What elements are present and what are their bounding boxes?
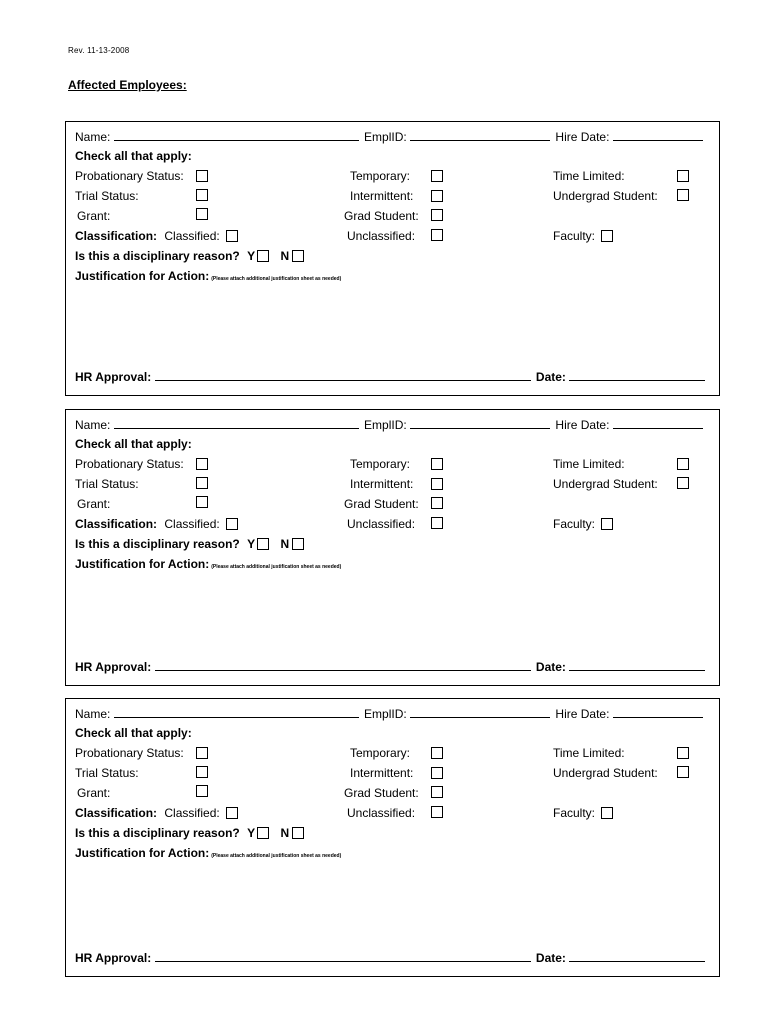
trial-label: Trial Status: bbox=[75, 477, 139, 491]
emplid-label: EmplID: bbox=[364, 130, 407, 144]
intermittent-checkbox[interactable] bbox=[431, 767, 443, 779]
no-label: N bbox=[280, 537, 290, 551]
hire-date-field[interactable] bbox=[613, 417, 703, 429]
hire-date-label: Hire Date: bbox=[555, 418, 610, 432]
unclassified-checkbox[interactable] bbox=[431, 517, 443, 529]
check-all-label: Check all that apply: bbox=[75, 149, 192, 163]
intermittent-label: Intermittent: bbox=[350, 766, 414, 780]
probationary-checkbox[interactable] bbox=[196, 458, 208, 470]
probationary-label: Probationary Status: bbox=[75, 746, 184, 760]
faculty-label: Faculty: bbox=[553, 806, 596, 820]
emplid-field[interactable] bbox=[410, 706, 550, 718]
undergrad-student-label: Undergrad Student: bbox=[553, 477, 658, 491]
classified-label: Classified: bbox=[164, 517, 220, 531]
undergrad-student-label: Undergrad Student: bbox=[553, 189, 658, 203]
classified-label: Classified: bbox=[164, 806, 220, 820]
emplid-field[interactable] bbox=[410, 129, 550, 141]
name-field[interactable] bbox=[114, 706, 359, 718]
classified-checkbox[interactable] bbox=[226, 807, 238, 819]
employee-card bbox=[65, 121, 720, 396]
probationary-label: Probationary Status: bbox=[75, 169, 184, 183]
hr-date-label: Date: bbox=[535, 660, 566, 674]
classification-row bbox=[75, 229, 238, 243]
hire-date-field[interactable] bbox=[613, 706, 703, 718]
hr-approval-field[interactable] bbox=[155, 659, 531, 671]
employee-card bbox=[65, 698, 720, 977]
grant-checkbox[interactable] bbox=[196, 496, 208, 508]
trial-checkbox[interactable] bbox=[196, 477, 208, 489]
name-label: Name: bbox=[75, 130, 111, 144]
disciplinary-row bbox=[75, 826, 304, 840]
no-label: N bbox=[280, 249, 290, 263]
hr-approval-field[interactable] bbox=[155, 950, 531, 962]
unclassified-checkbox[interactable] bbox=[431, 229, 443, 241]
justification-note: (Please attach additional justification sheet as needed) bbox=[211, 564, 342, 570]
grad-student-checkbox[interactable] bbox=[431, 497, 443, 509]
trial-checkbox[interactable] bbox=[196, 766, 208, 778]
unclassified-checkbox[interactable] bbox=[431, 806, 443, 818]
yes-label: Y bbox=[247, 826, 256, 840]
disciplinary-label: Is this a disciplinary reason? bbox=[75, 826, 240, 840]
grant-checkbox[interactable] bbox=[196, 785, 208, 797]
probationary-checkbox[interactable] bbox=[196, 170, 208, 182]
disciplinary-row bbox=[75, 537, 304, 551]
temporary-label: Temporary: bbox=[350, 457, 411, 471]
time-limited-label: Time Limited: bbox=[553, 746, 625, 760]
faculty-checkbox[interactable] bbox=[601, 518, 613, 530]
grant-label: Grant: bbox=[77, 209, 111, 223]
hr-date-label: Date: bbox=[535, 951, 566, 965]
trial-checkbox[interactable] bbox=[196, 189, 208, 201]
hr-date-label: Date: bbox=[535, 370, 566, 384]
grad-student-label: Grad Student: bbox=[344, 209, 419, 223]
hire-date-label: Hire Date: bbox=[555, 707, 610, 721]
intermittent-label: Intermittent: bbox=[350, 477, 414, 491]
undergrad-student-checkbox[interactable] bbox=[677, 477, 689, 489]
no-label: N bbox=[280, 826, 290, 840]
justification-row bbox=[75, 846, 341, 863]
grad-student-label: Grad Student: bbox=[344, 786, 419, 800]
unclassified-label: Unclassified: bbox=[347, 806, 416, 820]
classification-row bbox=[75, 517, 238, 531]
check-all-label: Check all that apply: bbox=[75, 726, 192, 740]
hr-approval-row bbox=[75, 659, 705, 674]
justification-note: (Please attach additional justification sheet as needed) bbox=[211, 276, 342, 282]
grant-label: Grant: bbox=[77, 786, 111, 800]
time-limited-label: Time Limited: bbox=[553, 169, 625, 183]
hr-approval-label: HR Approval: bbox=[75, 951, 152, 965]
time-limited-checkbox[interactable] bbox=[677, 170, 689, 182]
probationary-checkbox[interactable] bbox=[196, 747, 208, 759]
no-checkbox[interactable] bbox=[292, 538, 304, 550]
temporary-label: Temporary: bbox=[350, 746, 411, 760]
name-label: Name: bbox=[75, 707, 111, 721]
classified-label: Classified: bbox=[164, 229, 220, 243]
hr-approval-row bbox=[75, 369, 705, 384]
hire-date-field[interactable] bbox=[613, 129, 703, 141]
faculty-row bbox=[553, 517, 613, 531]
faculty-checkbox[interactable] bbox=[601, 230, 613, 242]
classification-label: Classification: bbox=[75, 517, 158, 531]
faculty-row bbox=[553, 229, 613, 243]
name-row bbox=[75, 706, 703, 721]
unclassified-label: Unclassified: bbox=[347, 517, 416, 531]
page-title: Affected Employees: bbox=[68, 78, 187, 92]
classification-row bbox=[75, 806, 238, 820]
classified-checkbox[interactable] bbox=[226, 518, 238, 530]
grad-student-checkbox[interactable] bbox=[431, 786, 443, 798]
time-limited-checkbox[interactable] bbox=[677, 458, 689, 470]
disciplinary-label: Is this a disciplinary reason? bbox=[75, 249, 240, 263]
emplid-label: EmplID: bbox=[364, 418, 407, 432]
yes-checkbox[interactable] bbox=[257, 250, 269, 262]
faculty-label: Faculty: bbox=[553, 229, 596, 243]
hr-approval-label: HR Approval: bbox=[75, 660, 152, 674]
name-row bbox=[75, 129, 703, 144]
hr-approval-field[interactable] bbox=[155, 369, 531, 381]
undergrad-student-checkbox[interactable] bbox=[677, 189, 689, 201]
check-all-label: Check all that apply: bbox=[75, 437, 192, 451]
intermittent-checkbox[interactable] bbox=[431, 478, 443, 490]
employee-card bbox=[65, 409, 720, 686]
yes-checkbox[interactable] bbox=[257, 827, 269, 839]
trial-label: Trial Status: bbox=[75, 766, 139, 780]
grad-student-label: Grad Student: bbox=[344, 497, 419, 511]
grant-checkbox[interactable] bbox=[196, 208, 208, 220]
yes-checkbox[interactable] bbox=[257, 538, 269, 550]
temporary-checkbox[interactable] bbox=[431, 458, 443, 470]
hr-date-field[interactable] bbox=[569, 369, 705, 381]
temporary-label: Temporary: bbox=[350, 169, 411, 183]
no-checkbox[interactable] bbox=[292, 827, 304, 839]
yes-label: Y bbox=[247, 249, 256, 263]
disciplinary-row bbox=[75, 249, 304, 263]
trial-label: Trial Status: bbox=[75, 189, 139, 203]
revision-label: Rev. 11-13-2008 bbox=[68, 46, 130, 55]
justification-note: (Please attach additional justification sheet as needed) bbox=[211, 853, 342, 859]
probationary-label: Probationary Status: bbox=[75, 457, 184, 471]
hire-date-label: Hire Date: bbox=[555, 130, 610, 144]
yes-label: Y bbox=[247, 537, 256, 551]
name-field[interactable] bbox=[114, 129, 359, 141]
justification-label: Justification for Action: bbox=[75, 557, 210, 571]
time-limited-checkbox[interactable] bbox=[677, 747, 689, 759]
undergrad-student-checkbox[interactable] bbox=[677, 766, 689, 778]
justification-label: Justification for Action: bbox=[75, 269, 210, 283]
justification-label: Justification for Action: bbox=[75, 846, 210, 860]
classified-checkbox[interactable] bbox=[226, 230, 238, 242]
undergrad-student-label: Undergrad Student: bbox=[553, 766, 658, 780]
no-checkbox[interactable] bbox=[292, 250, 304, 262]
disciplinary-label: Is this a disciplinary reason? bbox=[75, 537, 240, 551]
hr-approval-label: HR Approval: bbox=[75, 370, 152, 384]
classification-label: Classification: bbox=[75, 229, 158, 243]
grant-label: Grant: bbox=[77, 497, 111, 511]
temporary-checkbox[interactable] bbox=[431, 747, 443, 759]
hr-date-field[interactable] bbox=[569, 950, 705, 962]
classification-label: Classification: bbox=[75, 806, 158, 820]
hr-date-field[interactable] bbox=[569, 659, 705, 671]
temporary-checkbox[interactable] bbox=[431, 170, 443, 182]
unclassified-label: Unclassified: bbox=[347, 229, 416, 243]
emplid-field[interactable] bbox=[410, 417, 550, 429]
time-limited-label: Time Limited: bbox=[553, 457, 625, 471]
name-field[interactable] bbox=[114, 417, 359, 429]
faculty-row bbox=[553, 806, 613, 820]
name-row bbox=[75, 417, 703, 432]
grad-student-checkbox[interactable] bbox=[431, 209, 443, 221]
name-label: Name: bbox=[75, 418, 111, 432]
faculty-label: Faculty: bbox=[553, 517, 596, 531]
justification-row bbox=[75, 557, 341, 574]
intermittent-checkbox[interactable] bbox=[431, 190, 443, 202]
hr-approval-row bbox=[75, 950, 705, 965]
faculty-checkbox[interactable] bbox=[601, 807, 613, 819]
justification-row bbox=[75, 269, 341, 286]
intermittent-label: Intermittent: bbox=[350, 189, 414, 203]
emplid-label: EmplID: bbox=[364, 707, 407, 721]
